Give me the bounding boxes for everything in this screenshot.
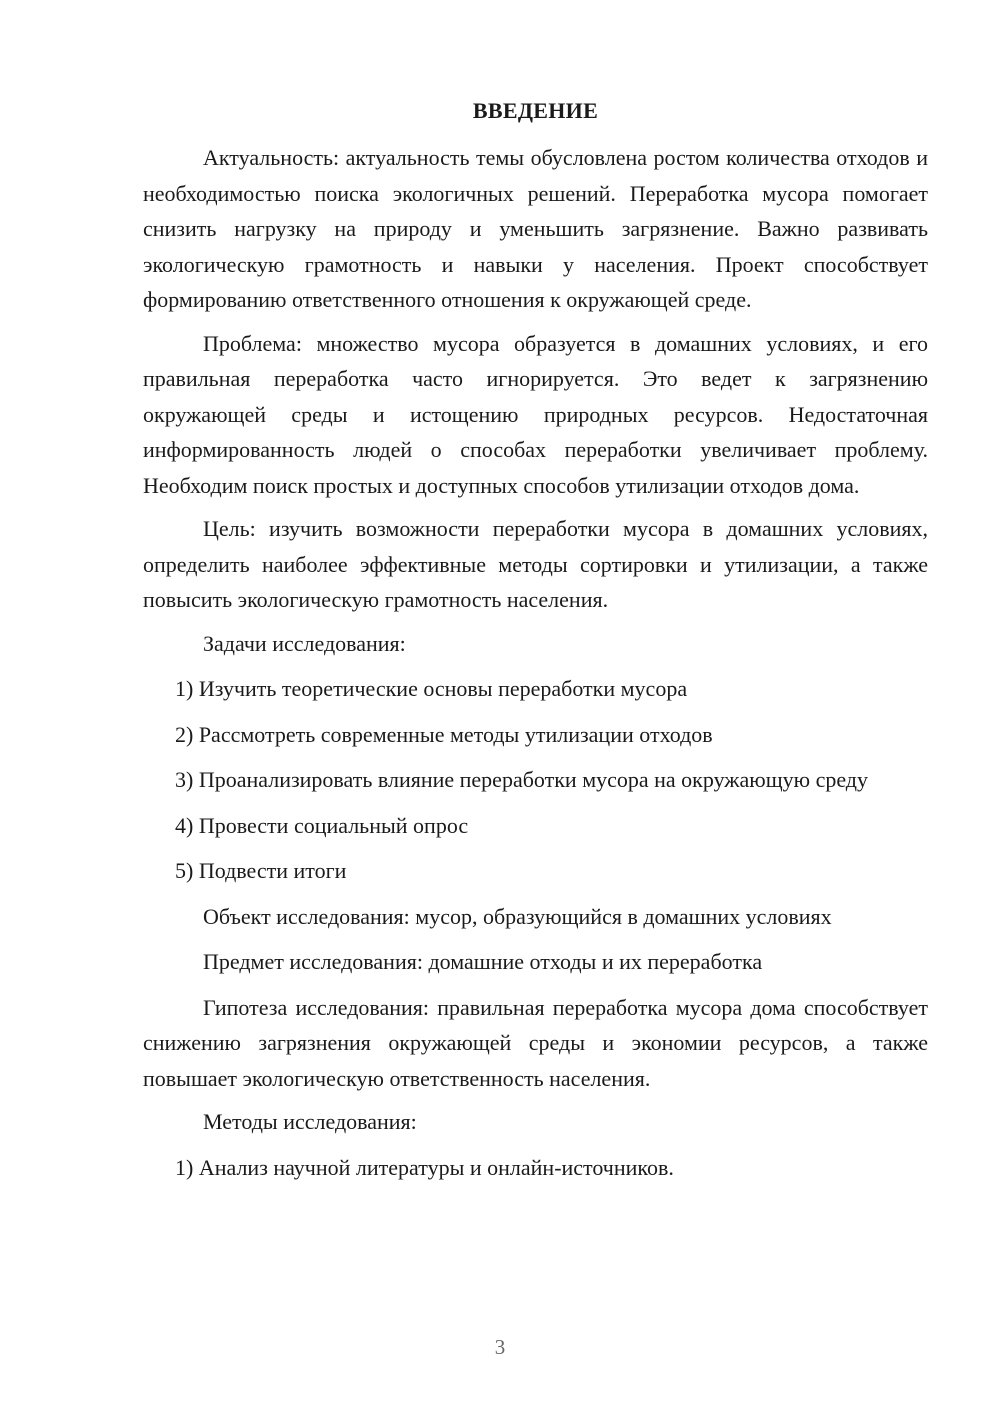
research-object: Объект исследования: мусор, образующийся в домашних условиях [203, 903, 832, 929]
task-item-4: 4) Провести социальный опрос [175, 812, 469, 838]
goal-paragraph: Цель: изучить возможности переработки мусора в домашних условиях, определить наиболее эффективные методы сортировки и утилизации, а также повысить экологическую грамотность населения. [143, 516, 928, 612]
hypothesis-paragraph: Гипотеза исследования: правильная переработка мусора дома способствует снижению загрязнения окружающей среды и экономии ресурсов, а также повышает экологическую ответственность населения. [143, 994, 928, 1091]
task-item-2: 2) Рассмотреть современные методы утилизации отходов [175, 721, 713, 747]
methods-label: Методы исследования: [203, 1109, 417, 1134]
task-item-1: 1) Изучить теоретические основы переработки мусора [175, 676, 688, 701]
page-number: 3 [494, 1335, 506, 1359]
research-subject: Предмет исследования: домашние отходы и их переработка [203, 949, 763, 974]
task-item-5: 5) Подвести итоги [175, 858, 347, 883]
problem-paragraph: Проблема: множество мусора образуется в домашних условиях, и его правильная переработка часто игнорируется. Это ведет к загрязнению окружающей среды и истощению природных ресурсов. Недостаточная информированность людей о способах переработки увеличивает проблему. Необходим поиск простых и доступных способов утилизации отходов дома. [143, 330, 928, 498]
section-title: ВВЕДЕНИЕ [472, 98, 599, 123]
task-item-3: 3) Проанализировать влияние переработки мусора на окружающую среду [175, 767, 868, 792]
tasks-label: Задачи исследования: [203, 630, 406, 656]
method-item-1: 1) Анализ научной литературы и онлайн-источников. [175, 1154, 674, 1180]
relevance-paragraph: Актуальность: актуальность темы обусловлена ростом количества отходов и необходимостью поиска экологичных решений. Переработка мусора помогает снизить нагрузку на природу и уменьшить загрязнение. Важно развивать экологическую грамотность и навыки у населения. Проект способствует формированию ответственного отношения к окружающей среде. [143, 145, 928, 312]
document-page [143, 93, 928, 1195]
